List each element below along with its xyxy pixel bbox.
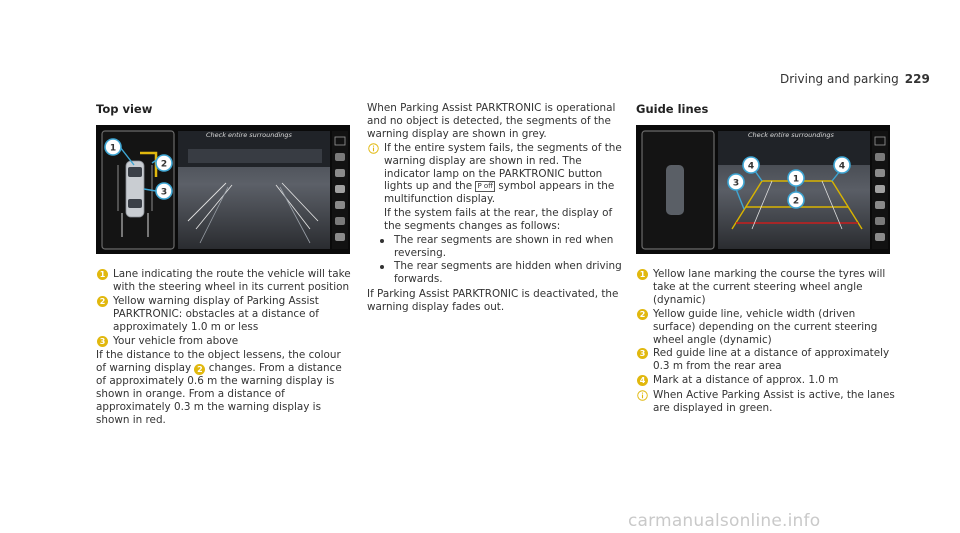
legend-item: [636, 268, 898, 307]
legend-item: [96, 335, 354, 348]
screen-banner-2: Check entire surroundings: [748, 131, 834, 139]
callout-1: 1: [792, 174, 800, 185]
operational-paragraph: When Parking Assist PARKTRONIC is operational and no object is detected, the segments of the warning display are shown in grey.: [367, 102, 616, 140]
callout-2: 2: [792, 196, 800, 207]
legend-text: Yellow guide line, vehicle width (driven surface) depending on the current steering wheel angle (dynamic): [653, 307, 878, 346]
distance-paragraph: [96, 349, 354, 426]
note-active-assist: [636, 389, 898, 415]
parktronic-off-symbol: P off: [477, 182, 494, 191]
screen-banner: Check entire surroundings: [206, 131, 292, 139]
page-header: [780, 72, 930, 86]
note-failure: [367, 142, 625, 233]
callout-3: 3: [732, 178, 740, 189]
legend-text: Your vehicle from above: [113, 334, 239, 347]
callout-3: 3: [160, 187, 168, 198]
paragraph-part-b: changes. From a distance of approximately 0.6 m the warning display is shown in orange. From a distance of approximately 0.3 m the warning display is shown in red.: [96, 362, 342, 426]
legend-text: Red guide line at a distance of approximately 0.3 m from the rear area: [653, 347, 890, 373]
guide-lines-image: [636, 125, 890, 254]
legend-number: 1: [97, 269, 108, 280]
top-view-screenshot: [96, 125, 350, 254]
note-text-a: If the entire system fails, the segments of the warning display are shown in red. The indicator lamp on the PARKTRONIC button lights up and the: [384, 141, 622, 193]
watermark: carmanualsonline.info: [628, 511, 821, 531]
callout-4a: 4: [747, 161, 755, 172]
paragraph-part-a: If the distance to the object lessens, the colour of warning display: [96, 349, 341, 375]
info-icon: [368, 143, 379, 154]
guide-lines-screenshot: [636, 125, 890, 254]
note-text-b: symbol appears in the multifunction display.: [384, 180, 615, 206]
callout-4b: 4: [838, 161, 846, 172]
legend-number: 3: [97, 336, 108, 347]
legend-item: [636, 308, 898, 347]
legend-text: Yellow lane marking the course the tyres will take at the current steering wheel angle (dynamic): [653, 268, 886, 306]
legend-number: 4: [637, 375, 648, 386]
legend-item: [96, 268, 354, 294]
legend-item: [636, 374, 898, 387]
info-icon: [637, 390, 648, 401]
callout-2: 2: [160, 159, 168, 170]
section-title: Driving and parking: [780, 72, 899, 86]
rear-failure-text: If the system fails at the rear, the display of the segments changes as follows:: [384, 207, 613, 233]
guide-lines-legend: [636, 268, 898, 415]
note-text: When Active Parking Assist is active, the lanes are displayed in green.: [653, 389, 895, 415]
bullet-item: The rear segments are shown in red when reversing.: [367, 234, 625, 260]
legend-text: Lane indicating the route the vehicle will take with the steering wheel in its current position: [113, 268, 351, 293]
top-view-heading: Top view: [96, 102, 153, 116]
guide-lines-heading: Guide lines: [636, 102, 709, 116]
deactivated-paragraph: If Parking Assist PARKTRONIC is deactivated, the warning display fades out.: [367, 287, 619, 313]
legend-number: 2: [637, 309, 648, 320]
legend-number: 1: [637, 269, 648, 280]
legend-text: Yellow warning display of Parking Assist PARKTRONIC: obstacles at a distance of approximately 1.0 m or less: [113, 294, 319, 333]
legend-item: [636, 347, 898, 373]
legend-text: Mark at a distance of approx. 1.0 m: [653, 374, 839, 387]
bullet-item: The rear segments are hidden when driving forwards.: [367, 260, 625, 286]
callout-1: 1: [109, 143, 117, 154]
top-view-legend: [96, 268, 354, 428]
legend-number: 3: [637, 348, 648, 359]
legend-item: [96, 295, 354, 334]
inline-number: 2: [194, 364, 205, 375]
page-number: 229: [904, 72, 930, 86]
parktronic-column: [367, 102, 625, 315]
legend-number: 2: [97, 296, 108, 307]
top-view-image: [96, 125, 350, 254]
